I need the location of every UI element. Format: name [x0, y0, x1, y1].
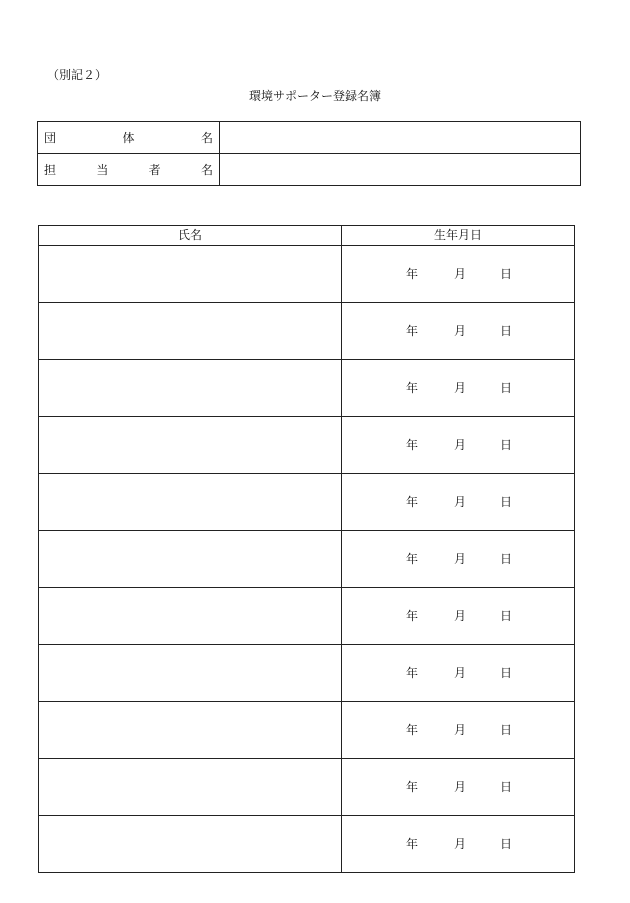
birth-date-field[interactable] [342, 474, 575, 531]
birth-date-field[interactable] [342, 588, 575, 645]
contact-person-label-cell [38, 154, 220, 186]
contact-person-label-char: 当 [96, 162, 109, 177]
name-field[interactable] [39, 360, 342, 417]
roster-header-row [39, 226, 575, 246]
birth-year-label: 年 [406, 552, 419, 566]
birth-year-label: 年 [406, 666, 419, 680]
birth-day-label: 日 [500, 666, 513, 680]
birth-day-label: 日 [500, 723, 513, 737]
birth-date-field[interactable] [342, 531, 575, 588]
birth-year-label: 年 [406, 495, 419, 509]
birth-date-field[interactable] [342, 303, 575, 360]
table-row [39, 816, 575, 873]
document-title: 環境サポーター登録名簿 [248, 89, 381, 103]
name-field[interactable] [39, 759, 342, 816]
annex-label: （別記２） [47, 68, 108, 82]
contact-person-label [38, 162, 219, 178]
name-field[interactable] [39, 702, 342, 759]
birth-month-label: 月 [454, 837, 467, 851]
birth-month-label: 月 [454, 495, 467, 509]
birth-day-label: 日 [500, 267, 513, 281]
table-row [39, 588, 575, 645]
table-row [39, 702, 575, 759]
birth-day-label: 日 [500, 324, 513, 338]
birth-date-column-header: 生年月日 [342, 226, 575, 246]
birth-day-label: 日 [500, 495, 513, 509]
birth-day-label: 日 [500, 609, 513, 623]
birth-year-label: 年 [406, 723, 419, 737]
group-name-field[interactable] [220, 122, 581, 154]
birth-year-label: 年 [406, 780, 419, 794]
group-name-label [38, 130, 219, 146]
birth-date-field[interactable] [342, 645, 575, 702]
birth-month-label: 月 [454, 609, 467, 623]
birth-year-label: 年 [406, 324, 419, 338]
name-field[interactable] [39, 816, 342, 873]
birth-month-label: 月 [454, 723, 467, 737]
birth-day-label: 日 [500, 780, 513, 794]
table-row [39, 759, 575, 816]
birth-month-label: 月 [454, 552, 467, 566]
group-name-label-cell [38, 122, 220, 154]
table-row [39, 303, 575, 360]
birth-year-label: 年 [406, 609, 419, 623]
table-row [39, 645, 575, 702]
birth-date-field[interactable] [342, 816, 575, 873]
name-field[interactable] [39, 645, 342, 702]
birth-date-field[interactable] [342, 417, 575, 474]
group-name-label-char: 名 [200, 130, 213, 145]
name-field[interactable] [39, 417, 342, 474]
group-name-label-char: 団 [44, 130, 57, 145]
table-row [39, 360, 575, 417]
name-column-header: 氏名 [39, 226, 342, 246]
birth-date-field[interactable] [342, 759, 575, 816]
table-row [39, 246, 575, 303]
birth-day-label: 日 [500, 438, 513, 452]
supporter-roster-table [38, 225, 575, 873]
birth-day-label: 日 [500, 837, 513, 851]
birth-month-label: 月 [454, 381, 467, 395]
contact-person-label-char: 名 [200, 162, 213, 177]
birth-date-field[interactable] [342, 360, 575, 417]
roster-body [39, 246, 575, 873]
birth-month-label: 月 [454, 780, 467, 794]
table-row [39, 474, 575, 531]
name-field[interactable] [39, 246, 342, 303]
group-name-label-char: 体 [122, 130, 135, 145]
birth-day-label: 日 [500, 552, 513, 566]
birth-year-label: 年 [406, 381, 419, 395]
table-row [39, 531, 575, 588]
name-field[interactable] [39, 303, 342, 360]
name-field[interactable] [39, 474, 342, 531]
birth-day-label: 日 [500, 381, 513, 395]
birth-date-field[interactable] [342, 246, 575, 303]
organization-info-table [37, 121, 581, 186]
birth-month-label: 月 [454, 438, 467, 452]
name-field[interactable] [39, 588, 342, 645]
table-row [39, 417, 575, 474]
birth-year-label: 年 [406, 438, 419, 452]
birth-month-label: 月 [454, 666, 467, 680]
contact-person-label-char: 担 [44, 162, 57, 177]
contact-person-row [38, 154, 581, 186]
contact-person-field[interactable] [220, 154, 581, 186]
birth-month-label: 月 [454, 324, 467, 338]
contact-person-label-char: 者 [148, 162, 161, 177]
birth-month-label: 月 [454, 267, 467, 281]
group-name-row [38, 122, 581, 154]
name-field[interactable] [39, 531, 342, 588]
birth-year-label: 年 [406, 837, 419, 851]
birth-date-field[interactable] [342, 702, 575, 759]
birth-year-label: 年 [406, 267, 419, 281]
